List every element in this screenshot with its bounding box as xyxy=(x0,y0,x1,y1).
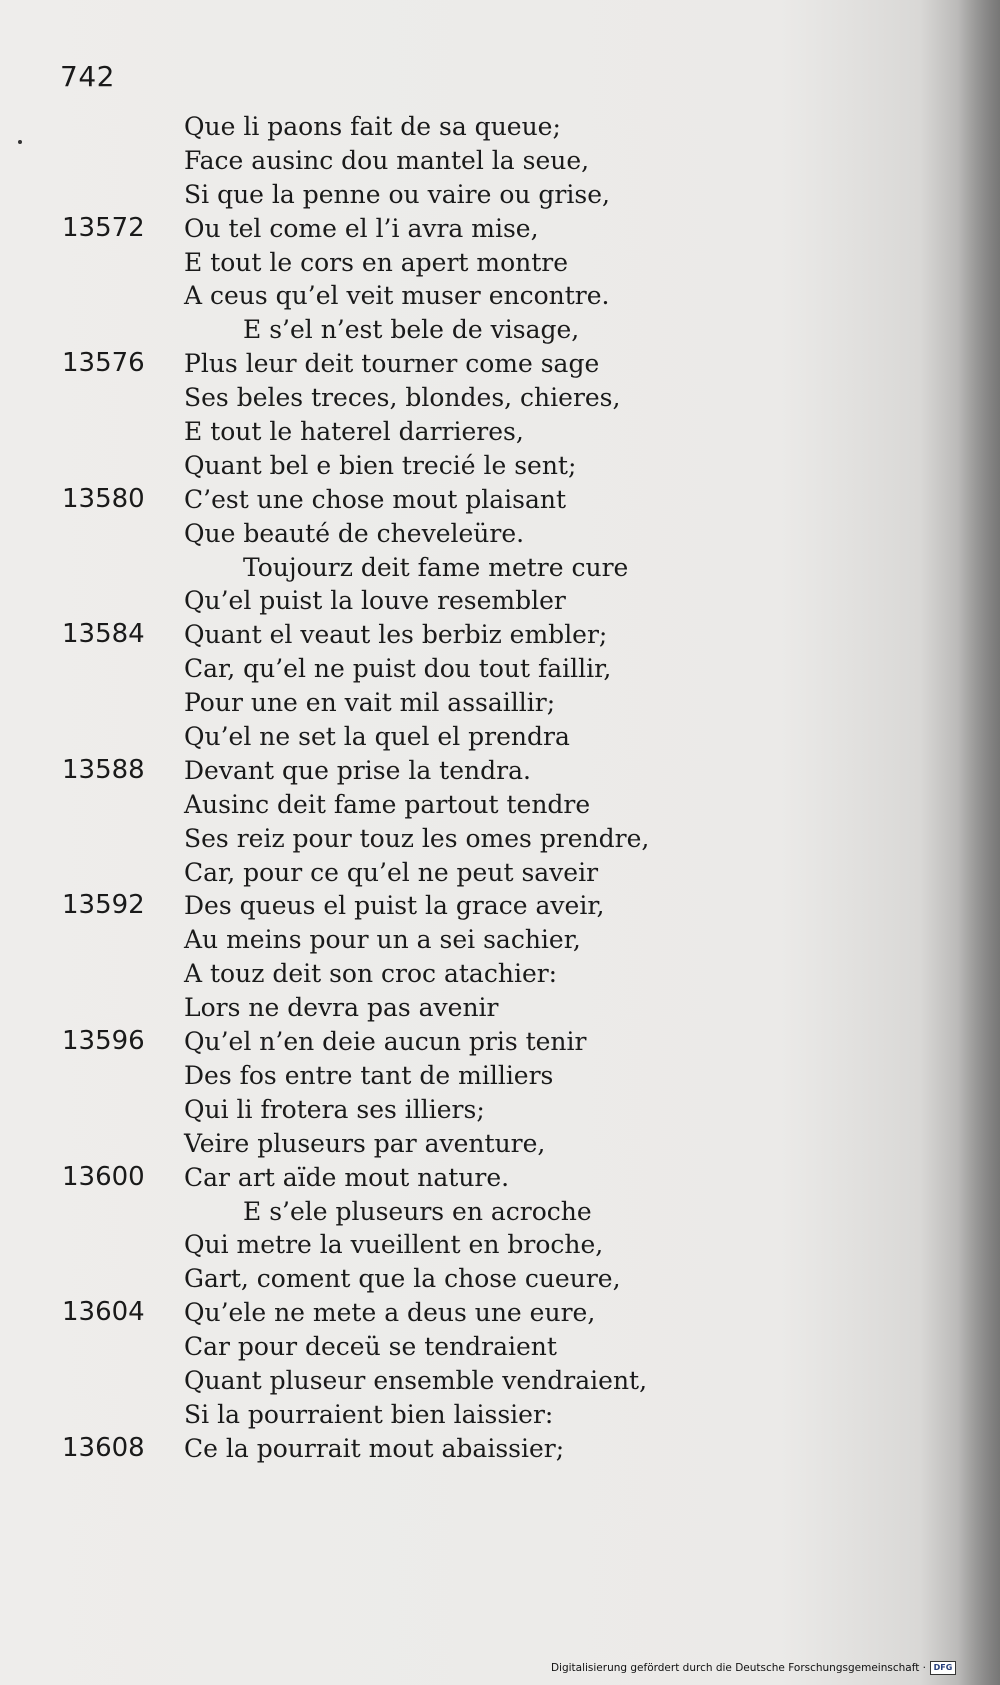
verse-line xyxy=(0,957,980,991)
line-number: 13596 xyxy=(62,1026,145,1057)
verse-line xyxy=(0,1296,980,1330)
verse-text: Car, pour ce qu’el ne peut saveir xyxy=(184,857,599,887)
verse-text: Car, qu’el ne puist dou tout faillir, xyxy=(184,654,612,684)
verse-text: Qui metre la vueillent en broche, xyxy=(184,1230,604,1260)
verse-text: Ausinc deit fame partout tendre xyxy=(184,789,591,819)
verse-line xyxy=(0,1432,980,1466)
verse-line xyxy=(0,856,980,890)
line-number: 13592 xyxy=(62,890,145,921)
verse-text: Plus leur deit tourner come sage xyxy=(184,349,600,379)
verse-line xyxy=(0,144,980,178)
verse-line xyxy=(0,720,980,754)
verse-text: Que beauté de cheveleüre. xyxy=(184,518,525,548)
verse-line xyxy=(0,618,980,652)
verse-text: Si que la penne ou vaire ou grise, xyxy=(184,179,610,209)
verse-text: A touz deit son croc atachier: xyxy=(184,959,558,989)
verse-text: Au meins pour un a sei sachier, xyxy=(184,925,581,955)
verse-line xyxy=(0,449,980,483)
verse-line xyxy=(0,483,980,517)
verse-text: Ce la pourrait mout abaissier; xyxy=(184,1433,565,1463)
verse-line xyxy=(0,279,980,313)
verse-text: Quant bel e bien trecié le sent; xyxy=(184,450,577,480)
line-number: 13584 xyxy=(62,619,145,650)
verse-text: E s’ele pluseurs en acroche xyxy=(243,1196,592,1226)
verse-line xyxy=(0,212,980,246)
verse-line xyxy=(0,1228,980,1262)
verse-text: C’est une chose mout plaisant xyxy=(184,484,566,514)
verse-text: Car art aïde mout nature. xyxy=(184,1162,510,1192)
verse-text: Ses reiz pour touz les omes prendre, xyxy=(184,823,650,853)
verse-text: Lors ne devra pas avenir xyxy=(184,993,499,1023)
page-number: 742 xyxy=(60,60,115,93)
verse-text: Veire pluseurs par aventure, xyxy=(184,1128,546,1158)
digitization-credit xyxy=(551,1661,956,1675)
verse-line xyxy=(0,822,980,856)
verse-text: Pour une en vait mil assaillir; xyxy=(184,688,556,718)
verse-line xyxy=(0,1364,980,1398)
line-number: 13572 xyxy=(62,212,145,243)
verse-text: E s’el n’est bele de visage, xyxy=(243,315,580,345)
verse-line xyxy=(0,991,980,1025)
verse-text: Qu’el n’en deie aucun pris tenir xyxy=(184,1027,587,1057)
verse-text: Des queus el puist la grace aveir, xyxy=(184,891,605,921)
verse-line xyxy=(0,923,980,957)
verse-line xyxy=(0,381,980,415)
verse-line xyxy=(0,1127,980,1161)
verse-text: Gart, coment que la chose cueure, xyxy=(184,1264,621,1294)
verse-text: Quant pluseur ensemble vendraient, xyxy=(184,1365,648,1395)
verse-text: Toujourz deit fame metre cure xyxy=(243,552,629,582)
verse-line xyxy=(0,1059,980,1093)
line-number: 13600 xyxy=(62,1161,145,1192)
verse-line xyxy=(0,754,980,788)
verse-line xyxy=(0,686,980,720)
verse-text: Qui li frotera ses illiers; xyxy=(184,1094,485,1124)
verse-line xyxy=(0,1093,980,1127)
line-number: 13580 xyxy=(62,483,145,514)
verse-line xyxy=(0,178,980,212)
verse-text: E tout le cors en apert montre xyxy=(184,247,569,277)
verse-line xyxy=(0,1025,980,1059)
line-number: 13604 xyxy=(62,1297,145,1328)
verse-text: Ses beles treces, blondes, chieres, xyxy=(184,383,621,413)
verse-line xyxy=(0,1398,980,1432)
line-number: 13588 xyxy=(62,754,145,785)
verse-line xyxy=(0,1161,980,1195)
verse-line xyxy=(0,788,980,822)
verse-text: Devant que prise la tendra. xyxy=(184,755,531,785)
verse-line xyxy=(0,1195,980,1229)
verse-text: Face ausinc dou mantel la seue, xyxy=(184,145,590,175)
verse-line xyxy=(0,246,980,280)
verse-text: Car pour deceü se tendraient xyxy=(184,1332,557,1362)
verse-text: E tout le haterel darrieres, xyxy=(184,417,524,447)
verse-text: A ceus qu’el veit muser encontre. xyxy=(184,281,610,311)
verse-line xyxy=(0,313,980,347)
line-number: 13576 xyxy=(62,348,145,379)
verse-line xyxy=(0,889,980,923)
verse-line xyxy=(0,584,980,618)
verse-line xyxy=(0,517,980,551)
verse-line xyxy=(0,415,980,449)
credit-text: Digitalisierung gefördert durch die Deutsche Forschungsgemeinschaft · xyxy=(550,1662,926,1674)
verse-text: Quant el veaut les berbiz embler; xyxy=(184,620,608,650)
line-number: 13608 xyxy=(62,1432,145,1463)
verse-line xyxy=(0,1262,980,1296)
verse-line xyxy=(0,551,980,585)
verse-text: Qu’ele ne mete a deus une eure, xyxy=(184,1298,596,1328)
dfg-logo: DFG xyxy=(930,1661,956,1675)
verse-text: Que li paons fait de sa queue; xyxy=(184,112,561,141)
verse-text: Qu’el puist la louve resembler xyxy=(184,586,566,616)
verse-text: Si la pourraient bien laissier: xyxy=(184,1399,554,1429)
verse-line xyxy=(0,347,980,381)
verse-line xyxy=(0,652,980,686)
verse-block xyxy=(0,110,980,1466)
verse-text: Ou tel come el l’i avra mise, xyxy=(184,213,539,243)
verse-text: Qu’el ne set la quel el prendra xyxy=(184,722,570,752)
verse-line xyxy=(0,1330,980,1364)
verse-text: Des fos entre tant de milliers xyxy=(184,1060,554,1090)
verse-line xyxy=(0,110,980,144)
